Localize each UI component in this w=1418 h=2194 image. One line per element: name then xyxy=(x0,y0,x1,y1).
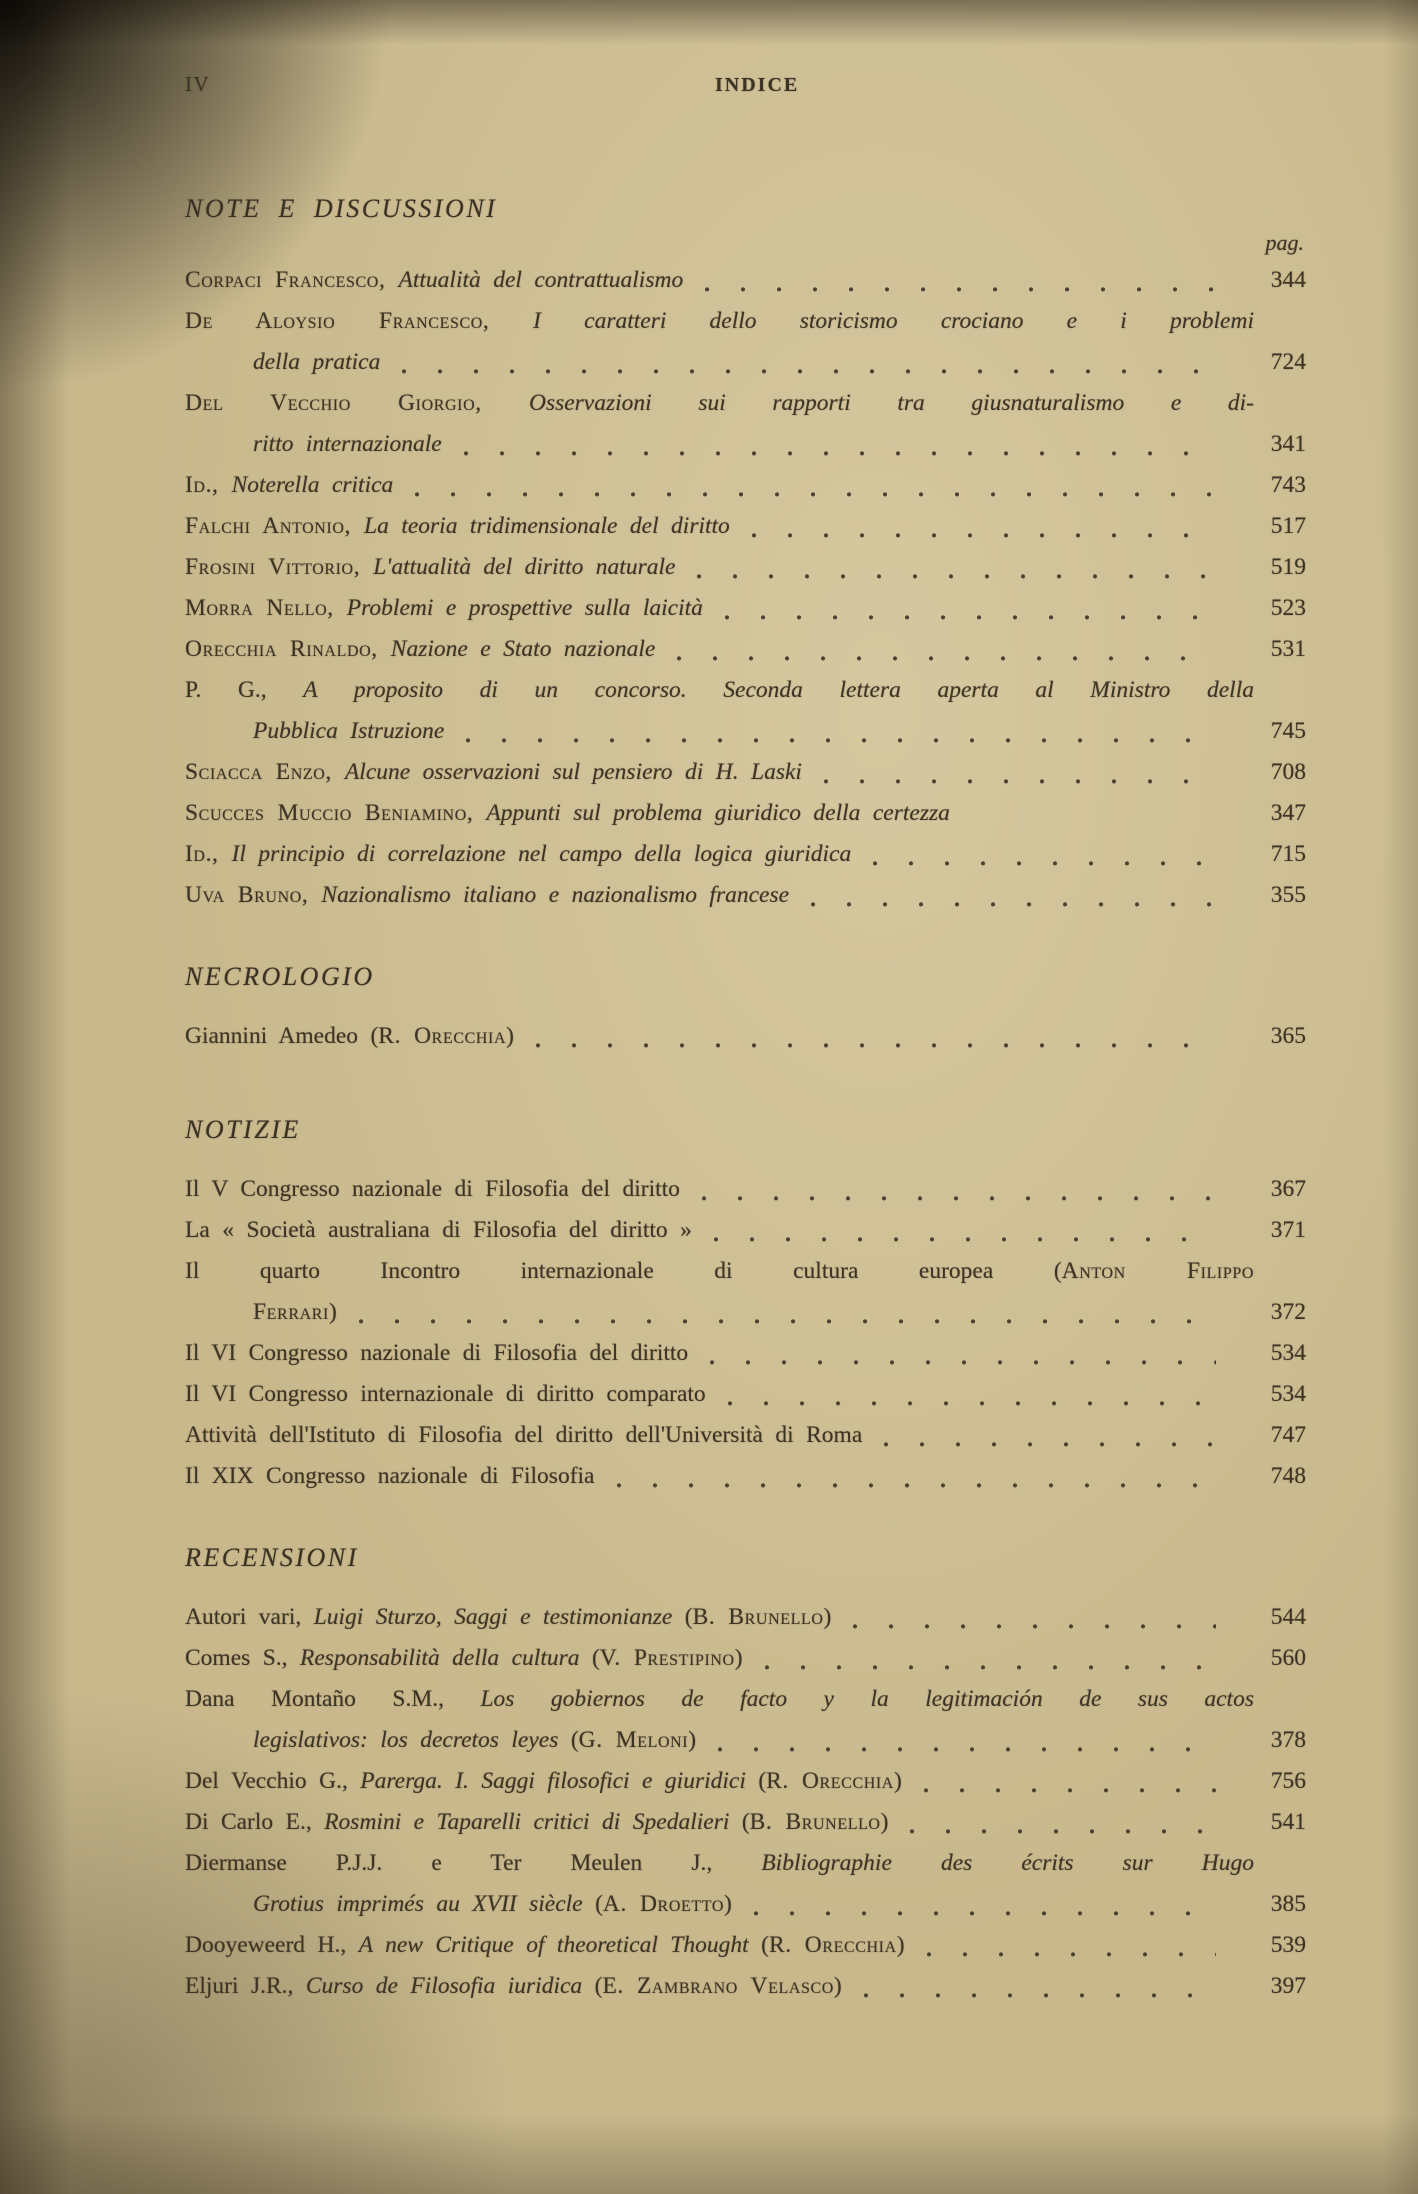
plain-text: La « Società australiana di Filosofia del diritto » xyxy=(185,1217,692,1243)
dot-leader xyxy=(702,1196,1216,1201)
entry-page-number: 724 xyxy=(1270,349,1306,375)
plain-text: Dana Montaño S.M., xyxy=(185,1686,481,1712)
entry-text xyxy=(185,383,1254,424)
entry-line xyxy=(185,1333,1306,1374)
title-italic: Noterella critica xyxy=(231,472,394,498)
entry-page-number: 560 xyxy=(1270,1645,1306,1671)
entry-page-number: 519 xyxy=(1270,554,1306,580)
plain-text: P. G., xyxy=(185,677,304,703)
entry-line xyxy=(185,465,1306,506)
entry-text xyxy=(185,1966,842,2007)
author-small-caps: Id., xyxy=(185,841,232,867)
dot-leader xyxy=(697,574,1216,579)
entry-page-number: 523 xyxy=(1270,595,1306,621)
entry-page-number: 371 xyxy=(1270,1217,1306,1243)
dot-leader xyxy=(464,451,1216,456)
entry-text xyxy=(185,1415,862,1456)
entry-text xyxy=(185,1597,831,1638)
entry-text xyxy=(185,1638,743,1679)
author-small-caps: Scucces Muccio Beniamino, xyxy=(185,800,487,826)
entry-text xyxy=(185,1843,1254,1884)
entry-text xyxy=(185,588,703,629)
entry-text xyxy=(185,1169,680,1210)
dot-leader xyxy=(884,1442,1216,1447)
running-title: INDICE xyxy=(715,74,800,96)
entry-line xyxy=(185,834,1306,875)
entry-page-number: 743 xyxy=(1270,472,1306,498)
toc-entry xyxy=(185,1638,1306,1679)
entry-page-number: 708 xyxy=(1270,759,1306,785)
dot-leader xyxy=(677,656,1216,661)
title-italic: Grotius imprimés au XVII siècle xyxy=(253,1891,583,1917)
author-small-caps: Ferrari xyxy=(253,1299,329,1325)
author-small-caps: B. Brunello xyxy=(749,1809,881,1835)
entry-line xyxy=(185,301,1306,342)
dot-leader xyxy=(924,1788,1216,1793)
toc-entry xyxy=(185,1802,1306,1843)
title-italic: A proposito di un concorso. Seconda lettera aperta al Ministro della xyxy=(303,677,1254,703)
entry-text xyxy=(253,1292,337,1333)
entry-page-number: 544 xyxy=(1270,1604,1306,1630)
toc-entry xyxy=(185,1415,1306,1456)
title-italic: Responsabilità della cultura xyxy=(300,1645,580,1671)
entry-page-number: 539 xyxy=(1270,1932,1306,1958)
entry-text xyxy=(185,260,683,301)
plain-text: ( xyxy=(748,1932,769,1958)
section-heading: NOTE E DISCUSSIONI xyxy=(185,194,498,223)
plain-text: ) xyxy=(896,1932,905,1958)
section-heading: NOTIZIE xyxy=(185,1115,301,1144)
entry-line xyxy=(185,752,1306,793)
dot-leader xyxy=(765,1665,1216,1670)
toc-entry xyxy=(185,1210,1306,1251)
dot-leader xyxy=(617,1483,1217,1488)
entry-text xyxy=(185,301,1254,342)
title-italic: A new Critique of theoretical Thought xyxy=(358,1932,749,1958)
title-italic: Appunti sul problema giuridico della certezza xyxy=(486,800,950,826)
entry-text xyxy=(253,424,442,465)
entry-page-number: 745 xyxy=(1270,718,1306,744)
entry-page-number: 531 xyxy=(1270,636,1306,662)
plain-text: Il quarto Incontro internazionale di cultura europea ( xyxy=(185,1258,1062,1284)
plain-text: ) xyxy=(734,1645,743,1671)
section-recensioni xyxy=(185,1543,1306,2007)
plain-text: ) xyxy=(880,1809,889,1835)
entry-text xyxy=(185,793,950,834)
plain-text: ) xyxy=(833,1973,842,1999)
entry-line xyxy=(185,1843,1306,1884)
author-small-caps: De Aloysio Francesco, xyxy=(185,308,534,334)
entry-line xyxy=(185,1720,1306,1761)
entry-page-number: 541 xyxy=(1270,1809,1306,1835)
entry-text xyxy=(185,1374,706,1415)
title-italic: I caratteri dello storicismo crociano e i problemi xyxy=(533,308,1254,334)
toc-entry xyxy=(185,834,1306,875)
entry-page-number: 747 xyxy=(1270,1422,1306,1448)
dot-leader xyxy=(402,369,1216,374)
title-italic: Nazione e Stato nazionale xyxy=(390,636,656,662)
author-small-caps: R. Orecchia xyxy=(378,1023,507,1049)
plain-text: Diermanse P.J.J. e Ter Meulen J., xyxy=(185,1850,762,1876)
title-italic: Curso de Filosofia iuridica xyxy=(305,1973,583,1999)
entry-line xyxy=(185,1966,1306,2007)
entry-text xyxy=(253,711,444,752)
entry-line xyxy=(185,383,1306,424)
entry-page-number: 517 xyxy=(1270,513,1306,539)
plain-text: ( xyxy=(745,1768,767,1794)
title-italic: Nazionalismo italiano e nazionalismo francese xyxy=(321,882,790,908)
title-italic: Luigi Sturzo, Saggi e testimonianze xyxy=(313,1604,673,1630)
title-italic: Attualità del contrattualismo xyxy=(398,267,684,293)
toc-entry xyxy=(185,547,1306,588)
entry-line xyxy=(185,711,1306,752)
author-small-caps: B. Brunello xyxy=(692,1604,824,1630)
dot-leader xyxy=(824,779,1216,784)
entry-text xyxy=(185,875,789,916)
entry-page-number: 378 xyxy=(1270,1727,1306,1753)
dot-leader xyxy=(752,533,1216,538)
title-italic: Rosmini e Taparelli critici di Spedalieri xyxy=(324,1809,730,1835)
toc-entry xyxy=(185,465,1306,506)
entry-text xyxy=(253,342,380,383)
section-heading: RECENSIONI xyxy=(185,1543,359,1572)
entry-text xyxy=(185,1925,905,1966)
toc-entry xyxy=(185,875,1306,916)
title-italic: Alcune osservazioni sul pensiero di H. Laski xyxy=(344,759,802,785)
toc-entry xyxy=(185,1679,1306,1761)
toc-entry xyxy=(185,260,1306,301)
dot-leader xyxy=(725,615,1216,620)
entry-page-number: 372 xyxy=(1270,1299,1306,1325)
entry-line xyxy=(185,506,1306,547)
toc-entry xyxy=(185,1925,1306,1966)
dot-leader xyxy=(710,1360,1216,1365)
toc-entry xyxy=(185,752,1306,793)
title-italic: Problemi e prospettive sulla laicità xyxy=(346,595,703,621)
entry-line xyxy=(185,1456,1306,1497)
entry-page-number: 385 xyxy=(1270,1891,1306,1917)
plain-text: Autori vari, xyxy=(185,1604,314,1630)
entry-page-number: 397 xyxy=(1270,1973,1306,1999)
author-small-caps: Frosini Vittorio, xyxy=(185,554,374,580)
entry-line xyxy=(185,1251,1306,1292)
dot-leader xyxy=(873,861,1216,866)
entry-line xyxy=(185,1597,1306,1638)
plain-text: ( xyxy=(579,1645,600,1671)
entry-page-number: 534 xyxy=(1270,1340,1306,1366)
author-small-caps: Corpaci Francesco, xyxy=(185,267,399,293)
author-small-caps: Del Vecchio Giorgio, xyxy=(185,390,529,416)
entry-line xyxy=(185,1679,1306,1720)
plain-text: Il VI Congresso internazionale di diritto comparato xyxy=(185,1381,706,1407)
section-necrologio xyxy=(185,962,1306,1057)
author-small-caps: E. Zambrano Velasco xyxy=(602,1973,834,1999)
plain-text: Di Carlo E., xyxy=(185,1809,325,1835)
plain-text: ) xyxy=(506,1023,514,1049)
toc-entry xyxy=(185,1456,1306,1497)
author-small-caps: G. Meloni xyxy=(578,1727,689,1753)
dot-leader xyxy=(359,1319,1216,1324)
toc-sections xyxy=(185,194,1306,2007)
entry-page-number: 355 xyxy=(1270,882,1306,908)
toc-entry xyxy=(185,1016,1306,1057)
toc-entry xyxy=(185,1843,1306,1925)
entry-line xyxy=(185,875,1306,916)
toc-entry xyxy=(185,1333,1306,1374)
entry-line xyxy=(185,1210,1306,1251)
section-note-e-discussioni xyxy=(185,194,1306,916)
author-small-caps: V. Prestipino xyxy=(599,1645,735,1671)
toc-entry xyxy=(185,1597,1306,1638)
entry-text xyxy=(185,1761,902,1802)
entry-line xyxy=(185,670,1306,711)
author-small-caps: Falchi Antonio, xyxy=(185,513,365,539)
toc-entry xyxy=(185,588,1306,629)
plain-text: ) xyxy=(328,1299,337,1325)
title-italic: ritto internazionale xyxy=(253,431,442,457)
title-italic: Osservazioni sui rapporti tra giusnaturalismo e di- xyxy=(528,390,1254,416)
plain-text: ) xyxy=(723,1891,732,1917)
entry-text xyxy=(185,1333,688,1374)
entry-page-number: 347 xyxy=(1270,800,1306,826)
title-italic: legislativos: los decretos leyes xyxy=(253,1727,559,1753)
author-small-caps: A. Droetto xyxy=(602,1891,724,1917)
plain-text: ( xyxy=(729,1809,750,1835)
title-italic: della pratica xyxy=(253,349,381,375)
entry-line xyxy=(185,547,1306,588)
section-heading: NECROLOGIO xyxy=(185,962,375,991)
entry-text xyxy=(185,670,1254,711)
plain-text: ) xyxy=(688,1727,697,1753)
dot-leader xyxy=(811,902,1216,907)
dot-leader xyxy=(714,1237,1216,1242)
dot-leader xyxy=(415,492,1216,497)
dot-leader xyxy=(754,1911,1216,1916)
title-italic: L'attualità del diritto naturale xyxy=(373,554,676,580)
page-column-label: pag. xyxy=(1265,230,1304,255)
entry-line xyxy=(185,629,1306,670)
author-small-caps: Id., xyxy=(185,472,232,498)
author-small-caps: Uva Bruno, xyxy=(185,882,322,908)
author-small-caps: R. Orecchia xyxy=(768,1932,897,1958)
entry-line xyxy=(185,1925,1306,1966)
entry-page-number: 748 xyxy=(1270,1463,1306,1489)
author-small-caps: Orecchia Rinaldo, xyxy=(185,636,391,662)
dot-leader xyxy=(718,1747,1216,1752)
entry-line xyxy=(185,1292,1306,1333)
dot-leader xyxy=(705,287,1216,292)
entry-line xyxy=(185,588,1306,629)
entry-text xyxy=(185,1456,595,1497)
entry-page-number: 534 xyxy=(1270,1381,1306,1407)
dot-leader xyxy=(728,1401,1216,1406)
toc-entry xyxy=(185,629,1306,670)
section-notizie xyxy=(185,1115,1306,1497)
entry-text xyxy=(185,465,393,506)
entry-text xyxy=(185,1679,1254,1720)
toc-entry xyxy=(185,301,1306,383)
author-small-caps: R. Orecchia xyxy=(766,1768,894,1794)
entry-line xyxy=(185,1415,1306,1456)
toc-entry xyxy=(185,1251,1306,1333)
toc-entry xyxy=(185,506,1306,547)
title-italic: Pubblica Istruzione xyxy=(253,718,445,744)
toc-entry xyxy=(185,793,1306,834)
entry-line xyxy=(185,1374,1306,1415)
entry-page-number: 341 xyxy=(1270,431,1306,457)
entry-text xyxy=(185,1016,514,1057)
title-italic: Los gobiernos de facto y la legitimación de sus actos xyxy=(480,1686,1254,1712)
plain-text: Comes S., xyxy=(185,1645,301,1671)
plain-text: Dooyeweerd H., xyxy=(185,1932,359,1958)
title-italic: Bibliographie des écrits sur Hugo xyxy=(761,1850,1254,1876)
dot-leader xyxy=(910,1829,1216,1834)
dot-leader xyxy=(853,1624,1216,1629)
entry-text xyxy=(185,547,675,588)
plain-text: Il V Congresso nazionale di Filosofia del diritto xyxy=(185,1176,680,1202)
title-italic: La teoria tridimensionale del diritto xyxy=(364,513,730,539)
entry-text xyxy=(253,1884,732,1925)
toc-entry xyxy=(185,1761,1306,1802)
entry-text xyxy=(185,1210,692,1251)
plain-text: ( xyxy=(558,1727,579,1753)
toc-entry xyxy=(185,383,1306,465)
dot-leader xyxy=(864,1993,1216,1998)
toc-entry xyxy=(185,1966,1306,2007)
plain-text: ( xyxy=(582,1891,603,1917)
title-italic: Parerga. I. Saggi filosofici e giuridici xyxy=(360,1768,746,1794)
page-content xyxy=(185,72,1306,2007)
plain-text: ) xyxy=(893,1768,902,1794)
plain-text: Il VI Congresso nazionale di Filosofia del diritto xyxy=(185,1340,689,1366)
entry-line xyxy=(185,1169,1306,1210)
author-small-caps: Sciacca Enzo, xyxy=(185,759,345,785)
entry-text xyxy=(185,834,851,875)
entry-page-number: 715 xyxy=(1270,841,1306,867)
dot-leader xyxy=(536,1043,1216,1048)
entry-text xyxy=(253,1720,696,1761)
folio-page-number: IV xyxy=(185,72,211,96)
entry-text xyxy=(185,1802,888,1843)
entry-page-number: 344 xyxy=(1270,267,1306,293)
entry-text xyxy=(185,506,730,547)
entry-text xyxy=(185,752,802,793)
plain-text: ( xyxy=(582,1973,603,1999)
entry-line xyxy=(185,1638,1306,1679)
entry-line xyxy=(185,1016,1306,1057)
entry-line xyxy=(185,424,1306,465)
entry-page-number: 756 xyxy=(1270,1768,1306,1794)
plain-text: Del Vecchio G., xyxy=(185,1768,361,1794)
entry-line xyxy=(185,1802,1306,1843)
toc-entry xyxy=(185,670,1306,752)
toc-entry xyxy=(185,1169,1306,1210)
plain-text: ( xyxy=(672,1604,693,1630)
entry-line xyxy=(185,1884,1306,1925)
plain-text: Attività dell'Istituto di Filosofia del diritto dell'Università di Roma xyxy=(185,1422,863,1448)
dot-leader xyxy=(927,1952,1216,1957)
plain-text: ) xyxy=(823,1604,832,1630)
entry-text xyxy=(185,629,655,670)
author-small-caps: Morra Nello, xyxy=(185,595,347,621)
entry-line xyxy=(185,793,1306,834)
entry-page-number: 365 xyxy=(1270,1023,1306,1049)
toc-entry xyxy=(185,1374,1306,1415)
entry-line xyxy=(185,1761,1306,1802)
plain-text: Il XIX Congresso nazionale di Filosofia xyxy=(185,1463,595,1489)
title-italic: Il principio di correlazione nel campo della logica giuridica xyxy=(231,841,852,867)
dot-leader xyxy=(466,738,1216,743)
author-small-caps: Anton Filippo xyxy=(1061,1258,1254,1284)
plain-text: Eljuri J.R., xyxy=(185,1973,306,1999)
entry-page-number: 367 xyxy=(1270,1176,1306,1202)
page-header xyxy=(185,72,1306,106)
entry-text xyxy=(185,1251,1254,1292)
entry-line xyxy=(185,260,1306,301)
entry-line xyxy=(185,342,1306,383)
plain-text: Giannini Amedeo ( xyxy=(185,1023,379,1049)
